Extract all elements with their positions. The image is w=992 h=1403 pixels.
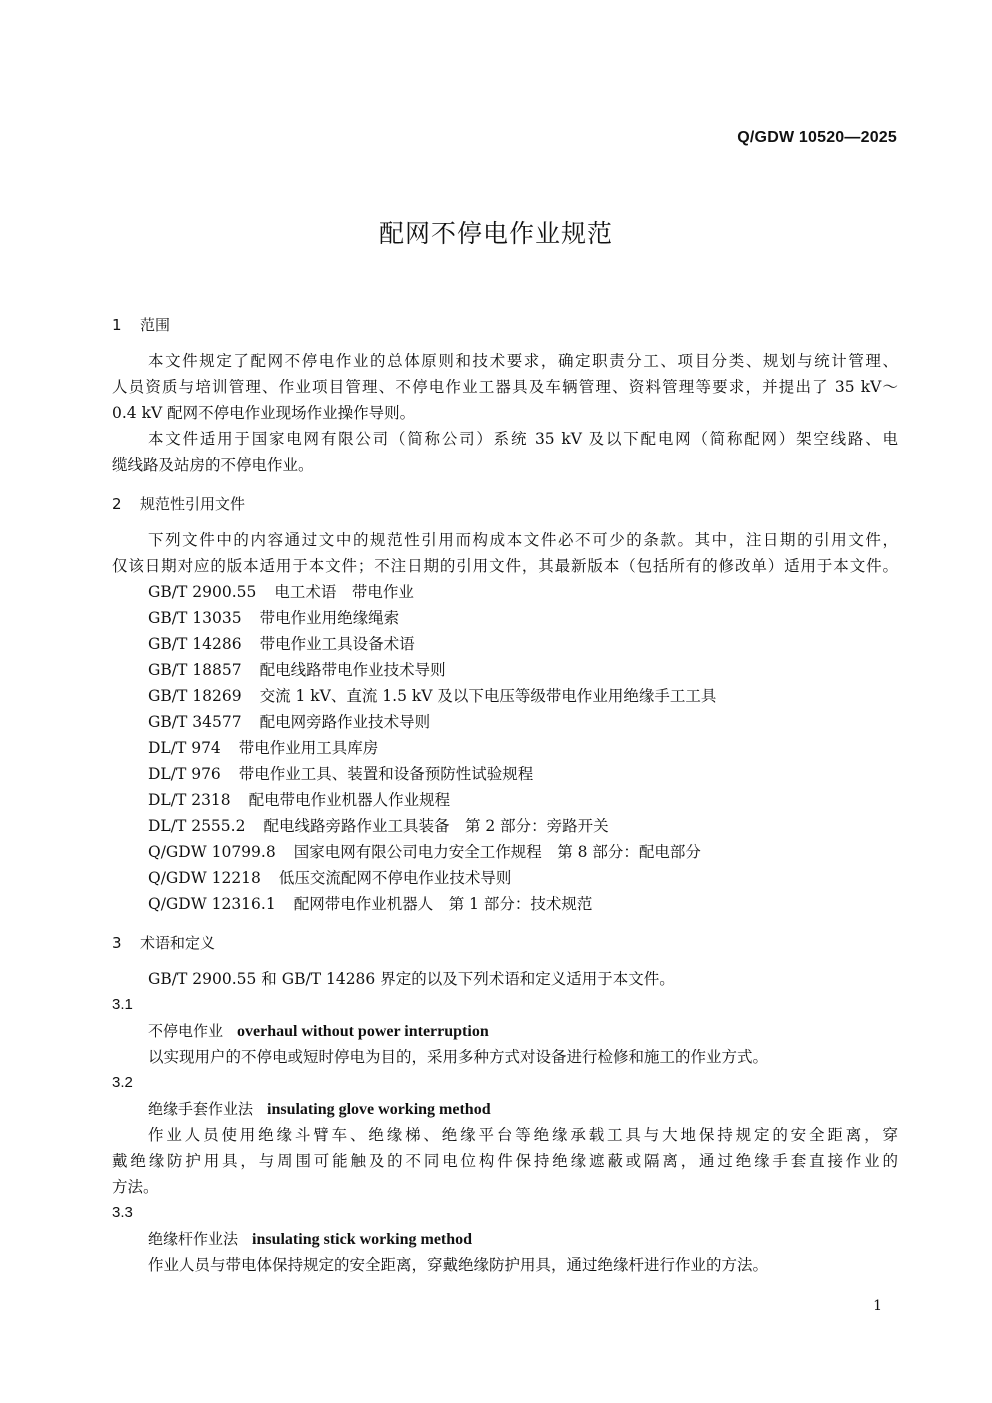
term-zh: 绝缘手套作业法 — [148, 1100, 254, 1118]
reference-item — [112, 839, 898, 865]
document-title: 配网不停电作业规范 — [378, 219, 613, 248]
term-definition: 以实现用户的不停电或短时停电为目的，采用多种方式对设备进行检修和施工的作业方式。 — [148, 1048, 769, 1066]
reference-code: GB/T 34577 — [148, 713, 242, 731]
reference-code: DL/T 2555.2 — [148, 817, 246, 835]
section-number: 3 — [112, 934, 122, 952]
reference-item — [112, 631, 898, 657]
section-number: 1 — [112, 316, 122, 334]
paragraph-line: 0.4 kV 配网不停电作业现场作业操作导则。 — [112, 404, 416, 422]
section-number: 2 — [112, 495, 122, 513]
section-title: 术语和定义 — [140, 934, 216, 952]
paragraph-line: 缆线路及站房的不停电作业。 — [112, 456, 314, 474]
paragraph-line: 下列文件中的内容通过文中的规范性引用而构成本文件必不可少的条款。其中，注日期的引用文件， — [148, 531, 898, 549]
reference-title: 带电作业工具设备术语 — [259, 635, 415, 653]
section-heading — [112, 930, 898, 956]
reference-code: DL/T 974 — [148, 739, 221, 757]
reference-code: DL/T 2318 — [148, 791, 231, 809]
reference-title: 配电线路带电作业技术导则 — [259, 661, 446, 679]
reference-item — [112, 657, 898, 683]
paragraph-line: 本文件适用于国家电网有限公司（简称公司）系统 35 kV 及以下配电网（简称配网）架空线路、电 — [148, 430, 898, 448]
reference-title: 带电作业用绝缘绳索 — [259, 609, 400, 627]
reference-code: GB/T 2900.55 — [148, 583, 257, 601]
standard-code: Q/GDW 10520—2025 — [737, 129, 897, 146]
reference-item — [112, 813, 898, 839]
reference-code: GB/T 14286 — [148, 635, 242, 653]
reference-code: GB/T 18269 — [148, 687, 242, 705]
section-heading — [112, 312, 898, 338]
reference-code: DL/T 976 — [148, 765, 221, 783]
reference-item — [112, 605, 898, 631]
reference-title: 配电网旁路作业技术导则 — [259, 713, 431, 731]
document-body — [112, 312, 898, 1278]
term-definition: 作业人员使用绝缘斗臂车、绝缘梯、绝缘平台等绝缘承载工具与大地保持规定的安全距离，穿 — [148, 1126, 898, 1144]
term-definition: 戴绝缘防护用具，与周围可能触及的不同电位构件保持绝缘遮蔽或隔离，通过绝缘手套直接作业的 — [112, 1152, 898, 1170]
term-en: overhaul without power interruption — [237, 1023, 489, 1040]
paragraph-line: GB/T 2900.55 和 GB/T 14286 界定的以及下列术语和定义适用于本文件。 — [148, 970, 675, 988]
term-entry — [112, 1018, 898, 1044]
reference-title: 国家电网有限公司电力安全工作规程 第 8 部分：配电部分 — [293, 843, 701, 861]
reference-code: Q/GDW 10799.8 — [148, 843, 276, 861]
term-definition: 作业人员与带电体保持规定的安全距离，穿戴绝缘防护用具，通过绝缘杆进行作业的方法。 — [148, 1256, 769, 1274]
term-en: insulating stick working method — [252, 1231, 473, 1248]
reference-code: GB/T 18857 — [148, 661, 242, 679]
reference-code: Q/GDW 12218 — [148, 869, 261, 887]
reference-item — [112, 761, 898, 787]
clause-number: 3.3 — [112, 1204, 133, 1221]
reference-code: Q/GDW 12316.1 — [148, 895, 276, 913]
reference-title: 交流 1 kV、直流 1.5 kV 及以下电压等级带电作业用绝缘手工工具 — [259, 687, 717, 705]
reference-title: 配电线路旁路作业工具装备 第 2 部分：旁路开关 — [263, 817, 609, 835]
section-title: 规范性引用文件 — [140, 495, 246, 513]
clause-number: 3.1 — [112, 996, 133, 1013]
term-entry — [112, 1226, 898, 1252]
reference-item — [112, 709, 898, 735]
reference-item — [112, 579, 898, 605]
term-zh: 绝缘杆作业法 — [148, 1230, 239, 1248]
reference-title: 带电作业工具、装置和设备预防性试验规程 — [238, 765, 534, 783]
reference-item — [112, 735, 898, 761]
section-heading — [112, 491, 898, 517]
paragraph-line: 本文件规定了配网不停电作业的总体原则和技术要求，确定职责分工、项目分类、规划与统计管理、 — [148, 352, 898, 370]
clause-number: 3.2 — [112, 1074, 133, 1091]
reference-title: 低压交流配网不停电作业技术导则 — [278, 869, 512, 887]
term-entry — [112, 1096, 898, 1122]
reference-item — [112, 865, 898, 891]
section-title: 范围 — [140, 316, 171, 334]
reference-item — [112, 683, 898, 709]
page-number: 1 — [873, 1298, 882, 1314]
reference-code: GB/T 13035 — [148, 609, 242, 627]
reference-title: 配电带电作业机器人作业规程 — [248, 791, 451, 809]
reference-title: 配网带电作业机器人 第 1 部分：技术规范 — [293, 895, 593, 913]
paragraph-line: 仅该日期对应的版本适用于本文件；不注日期的引用文件，其最新版本（包括所有的修改单）适用于本文件。 — [112, 557, 898, 575]
term-zh: 不停电作业 — [148, 1022, 224, 1040]
paragraph-line: 人员资质与培训管理、作业项目管理、不停电作业工器具及车辆管理、资料管理等要求，并提出了 35 kV～ — [112, 378, 898, 396]
term-en: insulating glove working method — [267, 1101, 491, 1118]
term-definition: 方法。 — [112, 1178, 159, 1196]
reference-title: 电工术语 带电作业 — [274, 583, 414, 601]
reference-title: 带电作业用工具库房 — [238, 739, 379, 757]
reference-item — [112, 891, 898, 917]
reference-item — [112, 787, 898, 813]
